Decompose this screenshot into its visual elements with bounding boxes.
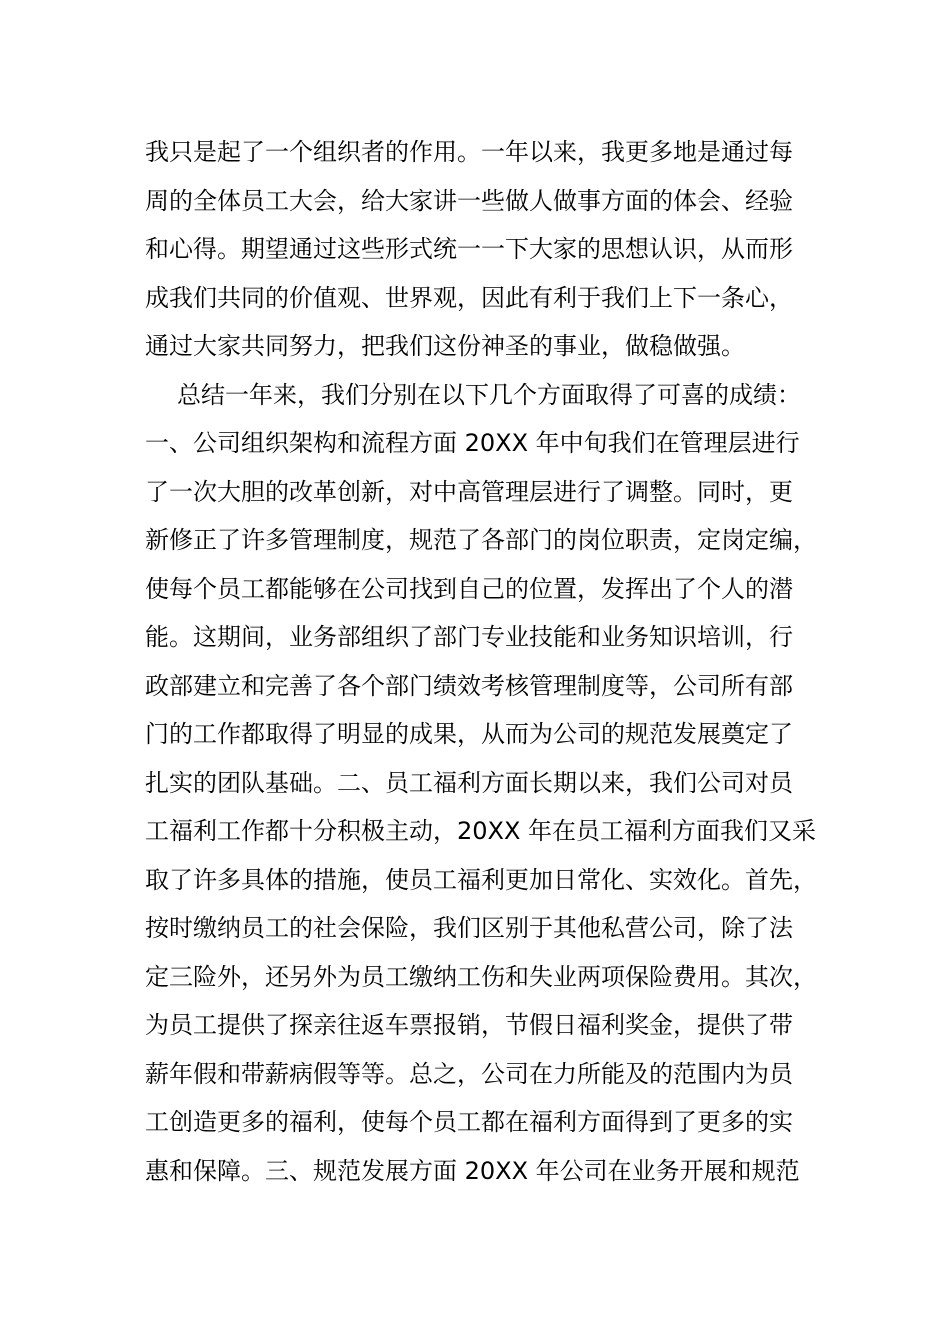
text-line: 和心得。期望通过这些形式统一一下大家的思想认识，从而形 (145, 235, 793, 263)
text-line: 定三险外，还另外为员工缴纳工伤和失业两项保险费用。其次， (145, 962, 817, 991)
text-line: 一、公司组织架构和流程方面 20XX 年中旬我们在管理层进行 (145, 429, 800, 457)
text-line: 通过大家共同努力，把我们这份神圣的事业，做稳做强。 (145, 332, 745, 360)
text-line: 为员工提供了探亲往返车票报销，节假日福利奖金，提供了带 (145, 1011, 793, 1039)
text-line: 工创造更多的福利，使每个员工都在福利方面得到了更多的实 (145, 1108, 793, 1136)
text-line: 扎实的团队基础。二、员工福利方面长期以来，我们公司对员 (145, 768, 793, 797)
text-line: 能。这期间，业务部组织了部门专业技能和业务知识培训，行 (145, 623, 793, 651)
text-line: 薪年假和带薪病假等等。总之，公司在力所能及的范围内为员 (145, 1059, 793, 1088)
text-line: 了一次大胆的改革创新，对中高管理层进行了调整。同时，更 (145, 477, 793, 506)
text-line: 周的全体员工大会，给大家讲一些做人做事方面的体会、经验 (145, 186, 793, 215)
text-line: 新修正了许多管理制度，规范了各部门的岗位职责，定岗定编， (145, 526, 817, 554)
text-line: 取了许多具体的措施，使员工福利更加日常化、实效化。首先， (145, 865, 817, 894)
text-line: 工福利工作都十分积极主动，20XX 年在员工福利方面我们又采 (145, 817, 817, 845)
text-line: 政部建立和完善了各个部门绩效考核管理制度等，公司所有部 (145, 671, 793, 700)
body-text (145, 128, 815, 1195)
text-line: 惠和保障。三、规范发展方面 20XX 年公司在业务开展和规范 (145, 1156, 800, 1185)
text-line: 成我们共同的价值观、世界观，因此有利于我们上下一条心， (145, 283, 793, 312)
text-line: 总结一年来，我们分别在以下几个方面取得了可喜的成绩： (177, 380, 801, 409)
text-line: 使每个员工都能够在公司找到自己的位置，发挥出了个人的潜 (145, 574, 793, 603)
text-line: 我只是起了一个组织者的作用。一年以来，我更多地是通过每 (145, 138, 793, 166)
text-line: 门的工作都取得了明显的成果，从而为公司的规范发展奠定了 (145, 720, 793, 748)
text-line: 按时缴纳员工的社会保险，我们区别于其他私营公司，除了法 (145, 914, 793, 942)
